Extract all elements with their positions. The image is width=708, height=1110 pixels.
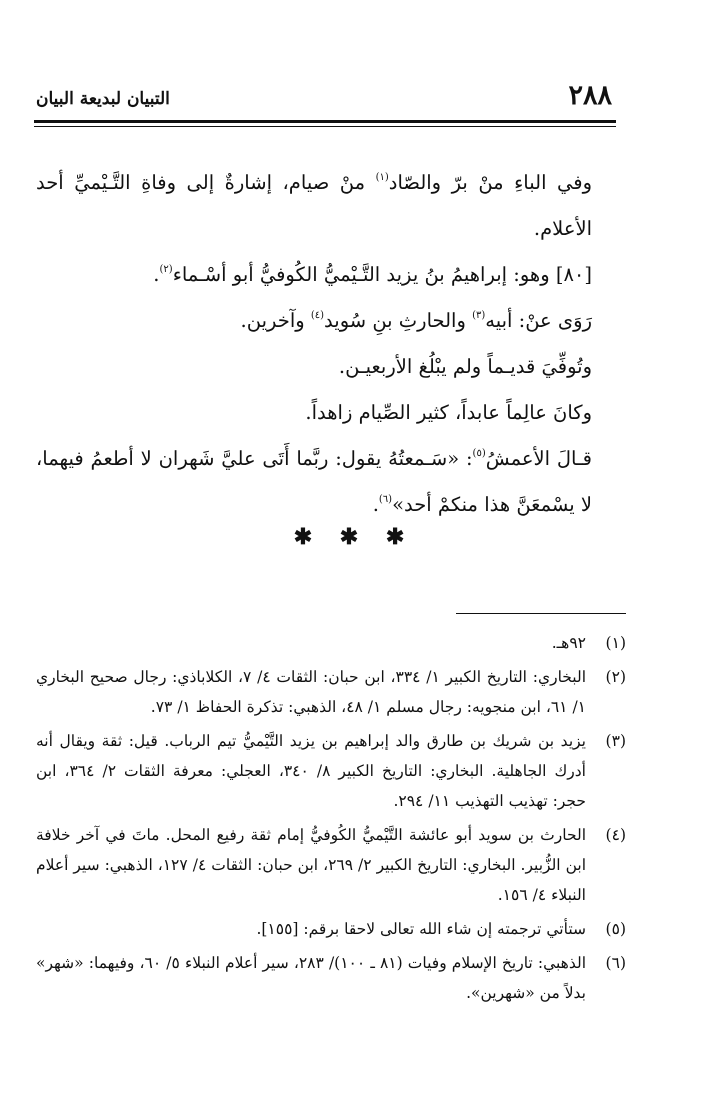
footnote-text: الحارث بن سويد أبو عائشة التَّيْميُّ الكُوفيُّ إمام ثقة رفيع المحل. ماتَ في آخر خلافة ابن الزُّبير. البخاري: التاريخ الكبير ٢/ ٢٦٩، ابن حبان: الثقات ٤/ ١٢٧، الذهبي: سير أعلام النبلاء ٤/ ١٥٦. — [36, 826, 587, 904]
footnote-number: (٥) — [605, 920, 626, 938]
footnote-item — [36, 662, 626, 722]
footnotes — [36, 628, 626, 1012]
main-text — [36, 160, 628, 528]
footnote-ref-5: (٥) — [472, 448, 486, 459]
footnote-number: (١) — [605, 634, 626, 652]
footnote-item — [36, 820, 626, 910]
footnote-text: يزيد بن شريك بن طارق والد إبراهيم بن يزيد التَّيْميُّ تيم الرباب. قيل: ثقة ويقال أنه أدرك الجاهلية. البخاري: التاريخ الكبير ٨/ ٣٤٠، العجلي: معرفة الثقات ٢/ ٣٦٤، ابن حجر: تهذيب التهذيب ١١/ ٢٩٤. — [36, 732, 586, 810]
footnote-item — [36, 628, 626, 658]
footnote-number: (٣) — [605, 732, 626, 750]
header-rule-thin — [34, 126, 616, 127]
footnote-ref-3: (٣) — [472, 310, 486, 321]
footnote-ref-4: (٤) — [310, 310, 325, 321]
section-separator: ✱ ✱ ✱ — [293, 524, 415, 550]
footnote-item — [36, 914, 626, 944]
footnote-ref-2: (٢) — [159, 264, 173, 275]
footnote-ref-1: (١) — [375, 172, 389, 183]
footnote-ref-6: (٦) — [378, 494, 393, 505]
footnote-item — [36, 948, 626, 1008]
footnote-item — [36, 726, 626, 816]
paragraph-character: وكانَ عالِماً عابداً، كثير الصِّيام زاهداً. — [305, 401, 592, 424]
paragraph-death: وتُوفِّيَ قديـماً ولم يبْلُغ الأربعيـن. — [338, 355, 592, 378]
footnote-text: ٩٢هـ. — [551, 634, 586, 652]
paragraph-entry-80: [٨٠] وهو: إبراهيمُ بنُ يزيد التَّـيْميُّ الكُوفيُّ أبو أسْـماء$^{(٢)}$. — [153, 263, 592, 286]
footnote-text: ستأتي ترجمته إن شاء الله تعالى لاحقا برقم: [١٥٥]. — [256, 920, 586, 938]
footnote-number: (٢) — [605, 668, 626, 686]
page-number: ٢٨٨ — [568, 80, 612, 111]
page-header — [36, 78, 612, 118]
paragraph-quote: قـالَ الأعمشُ$^{(٥)}$: «سَـمعتُهُ يقول: ربَّما أَتَى عليَّ شَهران لا أطعمُ فيهما، لا يسْمعَنَّ هذا منكمْ أحد»$^{(٦)}$. — [36, 447, 592, 516]
footnote-text: الذهبي: تاريخ الإسلام وفيات (٨١ ـ ١٠٠)/ ٢٨٣، سير أعلام النبلاء ٥/ ٦٠، وفيهما: «شهر» بدلاً من «شهرين». — [36, 954, 587, 1002]
paragraph-intro: وفي الباءِ منْ برّ والصّاد$^{(١)}$ منْ صيام، إشارةٌ إلى وفاةِ التَّـيْميِّ أحد الأعلام. — [36, 171, 592, 240]
footnote-rule — [456, 613, 626, 614]
footnote-number: (٤) — [605, 826, 626, 844]
footnote-number: (٦) — [605, 954, 626, 972]
paragraph-narrated-from: رَوَى عنْ: أبيه$^{(٣)}$ والحارثِ بنِ سُويد$^{(٤)}$ وآخرين. — [240, 309, 592, 332]
running-title: التبيان لبديعة البيان — [36, 89, 170, 109]
header-rule-thick — [34, 120, 616, 123]
footnote-text: البخاري: التاريخ الكبير ١/ ٣٣٤، ابن حبان: الثقات ٤/ ٧، الكلاباذي: رجال صحيح البخاري ١/ ٦١، ابن منجويه: رجال مسلم ١/ ٤٨، الذهبي: تذكرة الحفاظ ١/ ٧٣. — [36, 668, 586, 716]
